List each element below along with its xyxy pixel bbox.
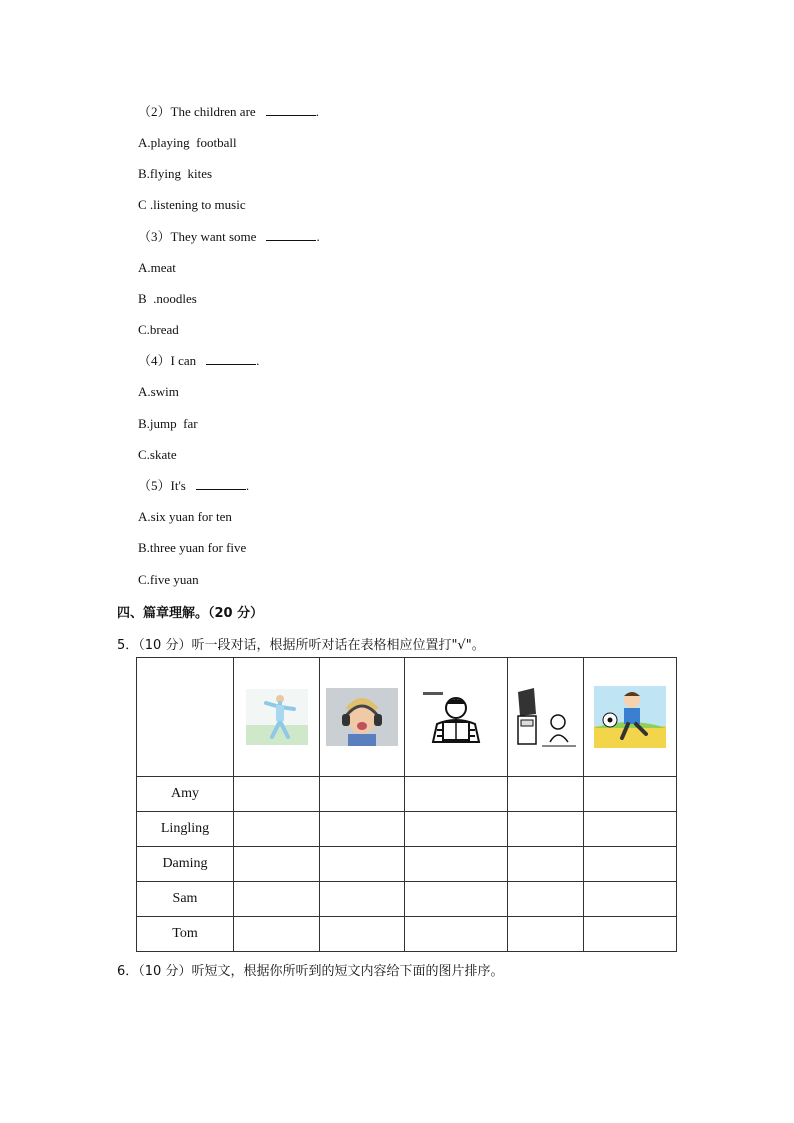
question-3: （3）They want some .	[138, 229, 320, 244]
answer-blank[interactable]	[206, 353, 256, 365]
option: C .listening to music	[138, 197, 246, 212]
answer-cell[interactable]	[234, 882, 320, 917]
answer-cell[interactable]	[508, 812, 584, 847]
answer-cell[interactable]	[584, 812, 677, 847]
answer-cell[interactable]	[234, 847, 320, 882]
question-5-instruction: 5．（10 分）听一段对话，根据所听对话在表格相应位置打"√"。	[117, 638, 485, 653]
answer-cell[interactable]	[508, 777, 584, 812]
answer-blank[interactable]	[266, 104, 316, 116]
option: A.playing football	[138, 135, 237, 150]
table-header-cell	[508, 658, 584, 777]
answer-cell[interactable]	[320, 777, 405, 812]
option: B.jump far	[138, 416, 198, 431]
answer-cell[interactable]	[508, 847, 584, 882]
row-name: Lingling	[137, 812, 234, 847]
answer-cell[interactable]	[584, 777, 677, 812]
answer-cell[interactable]	[234, 812, 320, 847]
option: C.skate	[138, 447, 177, 462]
question-6-instruction: 6．（10 分）听短文，根据你所听到的短文内容给下面的图片排序。	[117, 964, 504, 979]
answer-cell[interactable]	[405, 847, 508, 882]
option: B.three yuan for five	[138, 540, 247, 555]
answer-cell[interactable]	[405, 812, 508, 847]
option: C.five yuan	[138, 572, 199, 587]
table-row	[137, 812, 677, 847]
row-name: Tom	[137, 917, 234, 952]
table-header-cell	[584, 658, 677, 777]
answer-cell[interactable]	[320, 812, 405, 847]
option: A.six yuan for ten	[138, 509, 232, 524]
watching-tv-picture	[512, 684, 580, 750]
question-2: （2）The children are .	[138, 104, 319, 119]
answer-cell[interactable]	[320, 917, 405, 952]
tai-chi-picture	[246, 689, 308, 745]
question-5-listening: （5）It's .	[138, 478, 250, 493]
table-header-cell	[320, 658, 405, 777]
section-heading: 四、篇章理解。（20 分）	[117, 606, 264, 621]
option: A.meat	[138, 260, 176, 275]
answer-cell[interactable]	[405, 882, 508, 917]
answer-cell[interactable]	[405, 917, 508, 952]
table-corner-cell	[137, 658, 234, 777]
row-name: Amy	[137, 777, 234, 812]
answer-cell[interactable]	[320, 882, 405, 917]
listening-music-picture	[326, 688, 398, 746]
table-row	[137, 882, 677, 917]
answer-cell[interactable]	[320, 847, 405, 882]
answer-blank[interactable]	[266, 229, 316, 241]
reading-book-picture	[423, 690, 489, 744]
table-row	[137, 777, 677, 812]
table-header-cell	[405, 658, 508, 777]
table-row	[137, 917, 677, 952]
answer-cell[interactable]	[405, 777, 508, 812]
answer-blank[interactable]	[196, 478, 246, 490]
table-row	[137, 847, 677, 882]
answer-table	[136, 657, 677, 952]
table-header-row	[137, 658, 677, 777]
answer-cell[interactable]	[234, 777, 320, 812]
answer-cell[interactable]	[508, 917, 584, 952]
playing-football-picture	[594, 686, 666, 748]
row-name: Daming	[137, 847, 234, 882]
answer-cell[interactable]	[584, 917, 677, 952]
answer-cell[interactable]	[584, 882, 677, 917]
option: B .noodles	[138, 291, 197, 306]
option: A.swim	[138, 384, 179, 399]
row-name: Sam	[137, 882, 234, 917]
table-header-cell	[234, 658, 320, 777]
answer-cell[interactable]	[508, 882, 584, 917]
answer-cell[interactable]	[234, 917, 320, 952]
option: C.bread	[138, 322, 179, 337]
question-4: （4）I can .	[138, 353, 260, 368]
answer-cell[interactable]	[584, 847, 677, 882]
option: B.flying kites	[138, 166, 213, 181]
